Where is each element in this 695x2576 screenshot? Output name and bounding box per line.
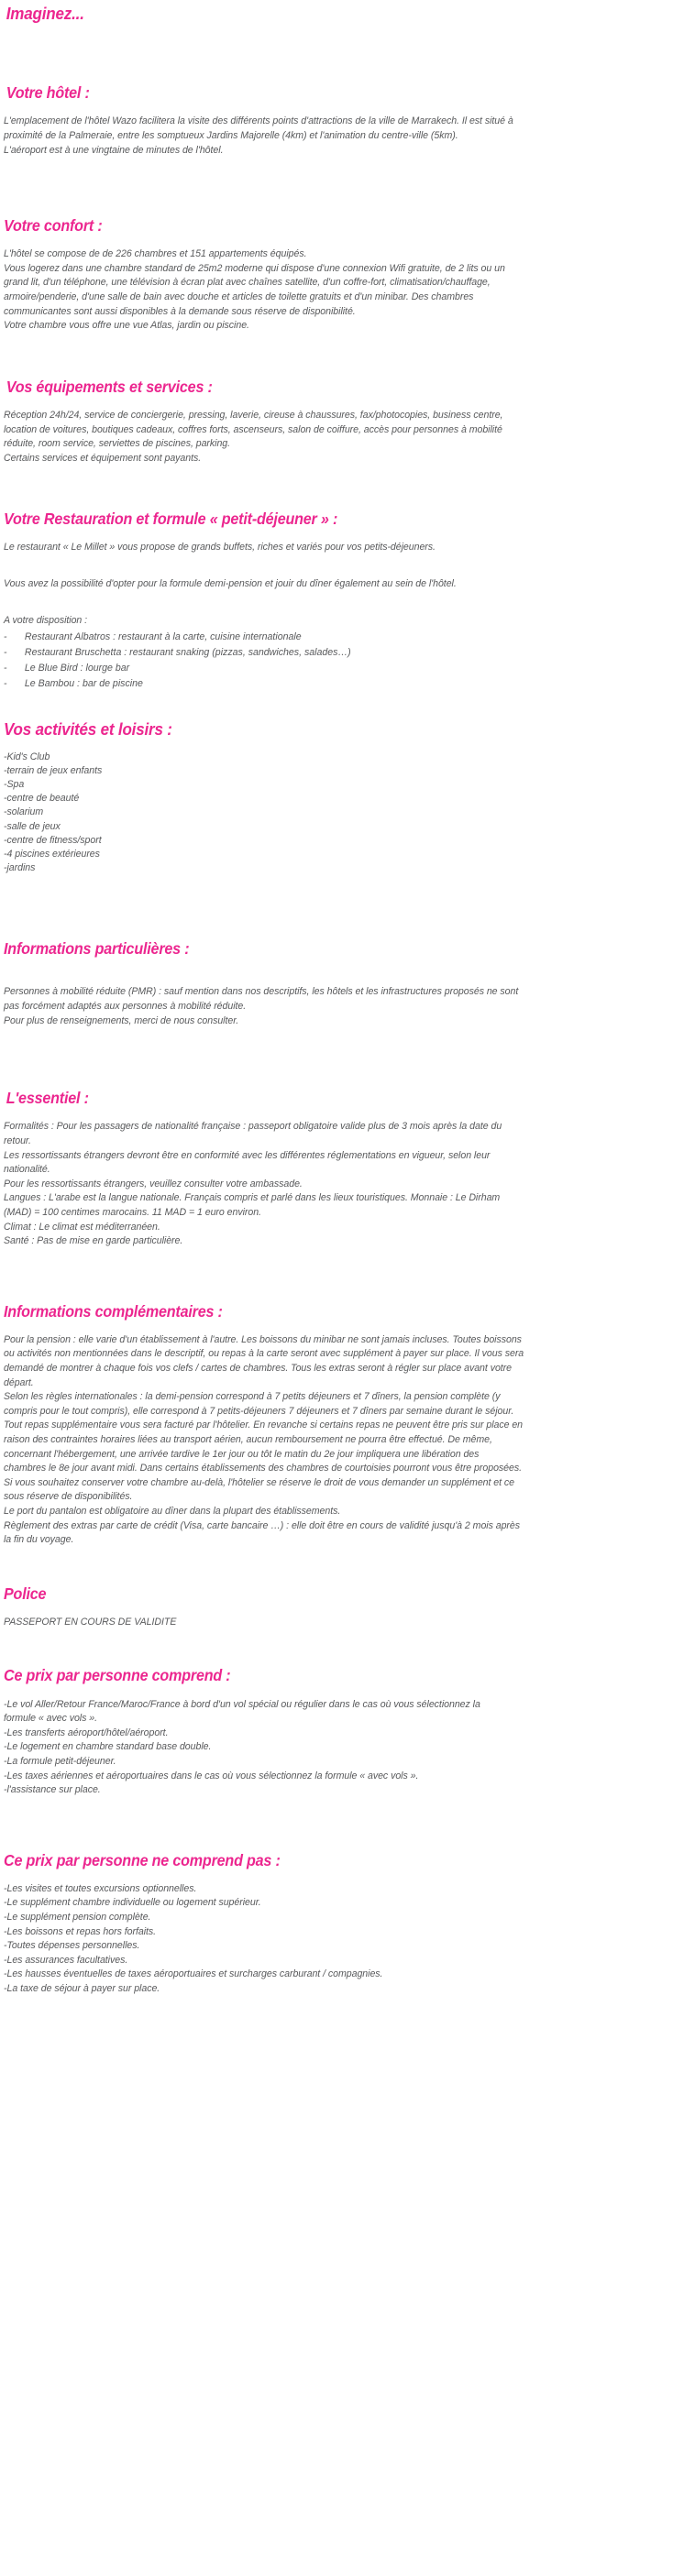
informations-complementaires-line: compris pour le tout compris), elle correspond à 7 petits-déjeuners 7 déjeuners et 7 dîners par semaine durant le séjour. — [4, 1405, 514, 1417]
section-prix-comprend-pas — [4, 1851, 689, 1997]
section-restauration — [4, 510, 689, 692]
section-confort-line: Vous logerez dans une chambre standard de 25m2 moderne qui dispose d'une connexion Wifi gratuite, de 2 lits ou un — [4, 262, 505, 274]
informations-complementaires-line: concernant l'hébergement, une arrivée tardive le 1er jour ou tôt le matin du 2e jour impliquera une libération des — [4, 1448, 480, 1460]
intro-title: Imaginez... — [6, 4, 84, 23]
prix-comprend-pas-line: -Les assurances facultatives. — [4, 1954, 128, 1966]
section-equipements-line: Certains services et équipement sont payants. — [4, 452, 202, 464]
section-informations-particulieres — [4, 939, 689, 1028]
section-confort-line: Votre chambre vous offre une vue Atlas, jardin ou piscine. — [4, 320, 249, 332]
section-informations-particulieres-heading: Informations particulières : — [4, 939, 190, 959]
essentiel-line: nationalité. — [4, 1164, 50, 1176]
informations-particulieres-line: pas forcément adaptés aux personnes à mobilité réduite. — [4, 1001, 247, 1013]
essentiel-line: retour. — [4, 1135, 31, 1146]
section-equipements-heading: Vos équipements et services : — [6, 377, 213, 396]
section-informations-complementaires-heading: Informations complémentaires : — [4, 1301, 223, 1321]
section-confort — [4, 216, 689, 334]
section-confort-heading: Votre confort : — [4, 216, 103, 236]
section-essentiel — [4, 1089, 689, 1248]
section-restauration-line: Le restaurant « Le Millet » vous propose de grands buffets, riches et variés pour vos petits-déjeuners. — [4, 542, 436, 554]
section-police — [4, 1584, 689, 1630]
section-confort-line: grand lit, d'un téléphone, une télévision à écran plat avec chaînes satellite, d'un coffre-fort, climatisation/chauffage, — [4, 277, 491, 289]
restaurant-list-item-label: Le Blue Bird : lourge bar — [24, 663, 130, 674]
activite-item: -terrain de jeux enfants — [4, 764, 103, 776]
restaurant-list-item — [4, 645, 658, 661]
essentiel-line: Langues : L'arabe est la langue nationale. Français compris et parlé dans les lieux touristiques. Monnaie : Le Dirham — [4, 1192, 501, 1204]
prix-comprend-line: -Le logement en chambre standard base double. — [4, 1741, 212, 1753]
prix-comprend-pas-line: -Les boissons et repas hors forfaits. — [4, 1925, 157, 1937]
activite-item: -salle de jeux — [4, 820, 61, 832]
prix-comprend-pas-line: -Les visites et toutes excursions optionnelles. — [4, 1882, 197, 1894]
police-line: PASSEPORT EN COURS DE VALIDITE — [4, 1616, 177, 1628]
section-prix-comprend — [4, 1666, 689, 1797]
informations-complementaires-line: la fin du voyage. — [4, 1534, 74, 1546]
informations-complementaires-line: ou activités non mentionnées dans le descriptif, ou repas à la carte seront avec supplément à payer sur place. Il vous sera — [4, 1348, 524, 1360]
restaurant-list-item — [4, 630, 658, 645]
restaurant-list-item-label: Restaurant Albatros : restaurant à la carte, cuisine internationale — [24, 631, 302, 643]
section-restauration-line: A votre disposition : — [4, 614, 88, 626]
informations-complementaires-line: Pour la pension : elle varie d'un établissement à l'autre. Les boissons du minibar ne sont jamais incluses. Toutes boissons — [4, 1333, 522, 1345]
prix-comprend-pas-line: -Les hausses éventuelles de taxes aéroportuaires et surcharges carburant / compagnies. — [4, 1968, 383, 1980]
section-confort-line: L'hôtel se compose de de 226 chambres et 151 appartements équipés. — [4, 248, 307, 260]
activite-item: -centre de beauté — [4, 793, 80, 805]
section-informations-complementaires — [4, 1302, 689, 1548]
section-equipements-line: Réception 24h/24, service de conciergerie, pressing, laverie, cireuse à chaussures, fax/photocopies, business centre, — [4, 409, 503, 421]
section-essentiel-heading: L'essentiel : — [6, 1089, 89, 1108]
essentiel-line: Les ressortissants étrangers devront être en conformité avec les différentes réglementations en vigueur, selon leur — [4, 1149, 491, 1161]
section-confort-line: armoire/penderie, d'une salle de bain avec douche et articles de toilette gratuits et d'un minibar. Des chambres — [4, 291, 474, 303]
prix-comprend-line: -l'assistance sur place. — [4, 1784, 101, 1796]
dash-bullet-icon: - — [4, 663, 7, 674]
section-prix-comprend-heading: Ce prix par personne comprend : — [4, 1666, 231, 1685]
restaurant-list-item — [4, 676, 658, 692]
prix-comprend-line: -Les taxes aériennes et aéroportuaires dans le cas où vous sélectionnez la formule « avec vols ». — [4, 1770, 419, 1781]
essentiel-line: Climat : Le climat est méditerranéen. — [4, 1221, 160, 1233]
informations-complementaires-line: Règlement des extras par carte de crédit (Visa, carte bancaire …) : elle doit être en cours de validité jusqu'à 2 mois après — [4, 1519, 521, 1531]
prix-comprend-pas-line: -Le supplément chambre individuelle ou logement supérieur. — [4, 1897, 261, 1909]
section-equipements — [4, 378, 689, 466]
informations-complementaires-line: chambres le 8e jour avant midi. Dans certains établissements des chambres de courtoisies pourront vous être proposées. — [4, 1463, 523, 1474]
section-prix-comprend-pas-heading: Ce prix par personne ne comprend pas : — [4, 1850, 281, 1869]
prix-comprend-pas-line: -Le supplément pension complète. — [4, 1912, 151, 1924]
informations-complementaires-line: sous réserve de disponibilités. — [4, 1491, 133, 1503]
activite-item: -solarium — [4, 806, 44, 818]
restaurant-list-item-label: Restaurant Bruschetta : restaurant snaking (pizzas, sandwiches, salades…) — [24, 647, 351, 659]
prix-comprend-line: -Le vol Aller/Retour France/Maroc/France à bord d'un vol spécial ou régulier dans le cas où vous sélectionnez la — [4, 1698, 480, 1710]
section-restauration-line: Vous avez la possibilité d'opter pour la formule demi-pension et jouir du dîner également au sein de l'hôtel. — [4, 578, 457, 590]
section-hotel — [4, 83, 689, 158]
informations-complementaires-line: Le port du pantalon est obligatoire au dîner dans la plupart des établissements. — [4, 1505, 341, 1517]
informations-particulieres-line: Personnes à mobilité réduite (PMR) : sauf mention dans nos descriptifs, les hôtels et les infrastructures proposés ne sont — [4, 986, 519, 998]
informations-complementaires-line: demandé de montrer à chaque fois vos clefs / cartes de chambres. Tous les extras seront à régler sur place avant votre — [4, 1363, 513, 1375]
section-hotel-line: L'aéroport est à une vingtaine de minutes de l'hôtel. — [4, 144, 224, 156]
informations-complementaires-line: Tout repas supplémentaire vous sera facturé par l'hôtelier. En revanche si certains repas ne peuvent être pris sur place en — [4, 1420, 524, 1431]
informations-complementaires-line: Selon les règles internationales : la demi-pension correspond à 7 petits déjeuners et 7 dîners, la pension complète (y — [4, 1391, 501, 1403]
section-hotel-line: proximité de la Palmeraie, entre les somptueux Jardins Majorelle (4km) et l'animation du centre-ville (5km). — [4, 129, 458, 141]
restaurant-list-item — [4, 661, 658, 676]
section-confort-line: communicantes sont aussi disponibles à la demande sous réserve de disponibilité. — [4, 305, 356, 317]
activite-item: -centre de fitness/sport — [4, 834, 102, 846]
dash-bullet-icon: - — [4, 678, 7, 690]
essentiel-line: Pour les ressortissants étrangers, veuillez consulter votre ambassade. — [4, 1178, 303, 1189]
activite-item: -4 piscines extérieures — [4, 848, 100, 860]
prix-comprend-line: -La formule petit-déjeuner. — [4, 1755, 116, 1767]
section-restauration-heading: Votre Restauration et formule « petit-déjeuner » : — [4, 510, 338, 529]
dash-bullet-icon: - — [4, 647, 7, 659]
section-police-heading: Police — [4, 1584, 47, 1603]
informations-complementaires-line: Si vous souhaitez conserver votre chambre au-delà, l'hôtelier se réserve le droit de vous demander un supplément et ce — [4, 1476, 515, 1488]
informations-complementaires-line: raison des contraintes horaires liées au transport aérien, aucun remboursement ne pourra être effectué. De même, — [4, 1434, 492, 1446]
section-activites-heading: Vos activités et loisirs : — [4, 719, 172, 740]
essentiel-line: (MAD) = 100 centimes marocains. 11 MAD = 1 euro environ. — [4, 1206, 261, 1218]
section-equipements-line: location de voitures, boutiques cadeaux, coffres forts, ascenseurs, salon de coiffure, accès pour personnes à mobilité — [4, 423, 502, 435]
restaurant-list-item-label: Le Bambou : bar de piscine — [24, 678, 143, 690]
prix-comprend-pas-line: -Toutes dépenses personnelles. — [4, 1940, 140, 1952]
activite-item: -Kid's Club — [4, 751, 50, 762]
section-activites — [4, 719, 689, 875]
prix-comprend-line: -Les transferts aéroport/hôtel/aéroport. — [4, 1726, 169, 1738]
essentiel-line: Formalités : Pour les passagers de nationalité française : passeport obligatoire valide plus de 3 mois après la date du — [4, 1121, 502, 1133]
dash-bullet-icon: - — [4, 631, 7, 643]
activite-item: -Spa — [4, 778, 25, 790]
informations-particulieres-line: Pour plus de renseignements, merci de nous consulter. — [4, 1014, 239, 1026]
section-hotel-line: L'emplacement de l'hôtel Wazo facilitera la visite des différents points d'attractions de la ville de Marrakech. Il est situé à — [4, 115, 513, 127]
informations-complementaires-line: départ. — [4, 1376, 34, 1388]
prix-comprend-pas-line: -La taxe de séjour à payer sur place. — [4, 1983, 160, 1995]
activite-item: -jardins — [4, 862, 36, 874]
section-hotel-heading: Votre hôtel : — [6, 83, 90, 103]
section-equipements-line: réduite, room service, serviettes de piscines, parking. — [4, 438, 231, 450]
prix-comprend-line: formule « avec vols ». — [4, 1713, 98, 1725]
essentiel-line: Santé : Pas de mise en garde particulière. — [4, 1235, 183, 1247]
